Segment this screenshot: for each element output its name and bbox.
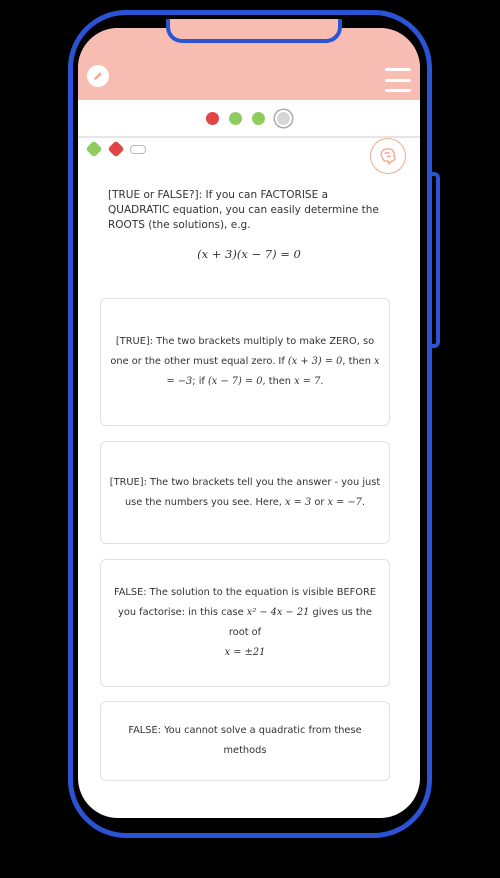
incorrect-badge-icon [108, 141, 125, 158]
empty-badge-icon [130, 145, 146, 154]
answer-option-1[interactable]: [TRUE]: The two brackets multiply to make ZERO, so one or the other must equal zero. If (x + 3) = 0, then x = −3; if (x − 7) = 0, then x = 7. [100, 298, 390, 426]
phone-side-button [430, 172, 440, 348]
brain-icon [376, 144, 400, 168]
progress-dot-incorrect[interactable] [206, 112, 219, 125]
answer-option-2[interactable]: [TRUE]: The two brackets tell you the answer - you just use the numbers you see. Here, x = 3 or x = −7. [100, 441, 390, 544]
answer-option-4[interactable]: FALSE: You cannot solve a quadratic from these methods [100, 701, 390, 781]
avatar-button[interactable] [370, 138, 406, 174]
correct-badge-icon [86, 141, 103, 158]
question-equation: (x + 3)(x − 7) = 0 [197, 247, 301, 261]
pencil-icon [92, 70, 104, 82]
progress-dot-current[interactable] [275, 110, 292, 127]
app-screen [78, 28, 420, 818]
streak-badges [88, 143, 146, 155]
hamburger-icon [385, 68, 411, 71]
question-text: [TRUE or FALSE?]: If you can FACTORISE a QUADRATIC equation, you can easily determine the ROOTS (the solutions), e.g. [108, 189, 379, 231]
phone-notch [166, 19, 342, 43]
progress-indicator [78, 100, 420, 138]
progress-dot-correct[interactable] [252, 112, 265, 125]
menu-button[interactable] [385, 68, 411, 92]
answer-option-3[interactable]: FALSE: The solution to the equation is visible BEFORE you factorise: in this case x² − 4x − 21 gives us the root of x = ±21 [100, 559, 390, 687]
edit-button[interactable] [87, 65, 109, 87]
progress-dot-correct[interactable] [229, 112, 242, 125]
